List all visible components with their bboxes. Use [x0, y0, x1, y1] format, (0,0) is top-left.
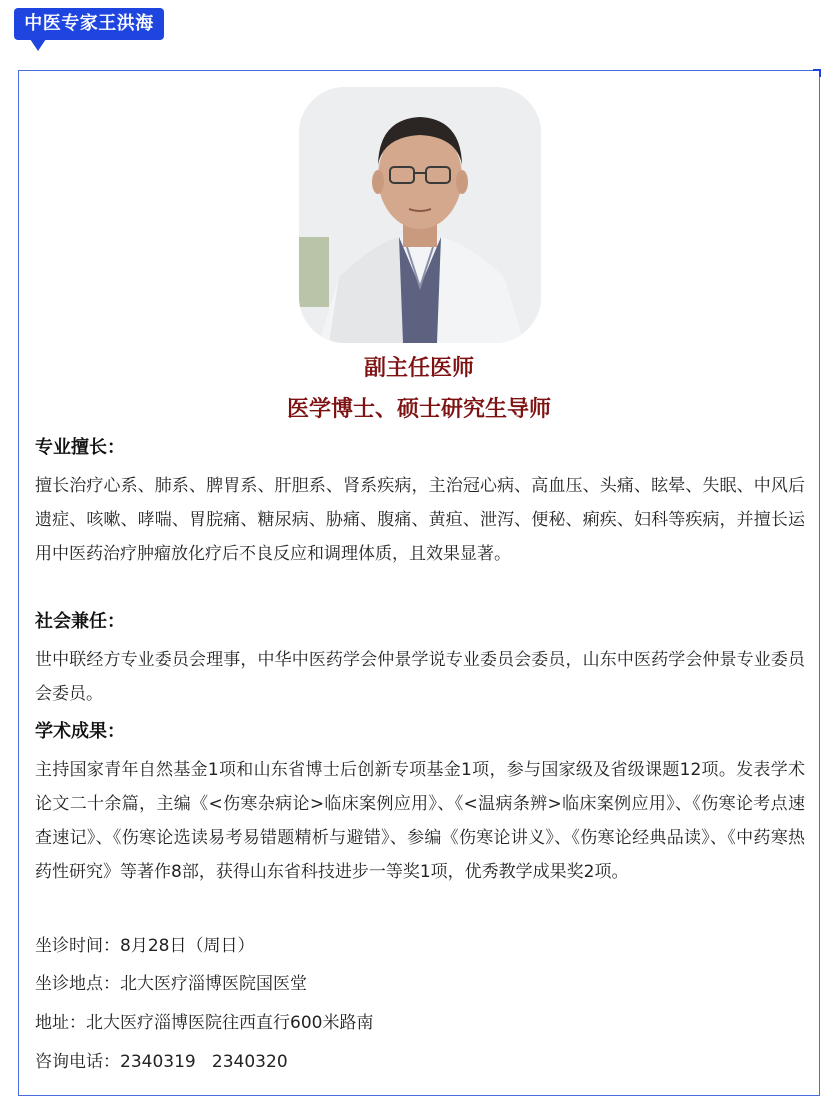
- clinic-place: 坐诊地点：北大医疗淄博医院国医堂: [35, 974, 307, 994]
- header-tag-pointer: [30, 39, 46, 51]
- social-label: 社会兼任：: [35, 611, 125, 632]
- profile-card: [18, 70, 820, 1096]
- social-section: [35, 607, 805, 711]
- specialty-label: 专业擅长：: [35, 437, 125, 458]
- doctor-title: 副主任医师: [363, 356, 474, 381]
- doctor-photo: [299, 87, 541, 343]
- contact-phone: 咨询电话：2340319 2340320: [35, 1052, 288, 1072]
- specialty-section: [35, 433, 805, 571]
- academic-text: 主持国家青年自然基金1项和山东省博士后创新专项基金1项，参与国家级及省级课题12项。发表学术论文二十余篇，主编《<伤寒杂病论>临床案例应用》、《<温病条辨>临床案例应用》、《伤寒论考点速查速记》、《伤寒论选读易考易错题精析与避错》、参编《伤寒论讲义》、《伤寒论经典品读》、《中药寒热药性研究》等著作8部，获得山东省科技进步一等奖1项，优秀教学成果奖2项。: [35, 760, 805, 882]
- specialty-text: 擅长治疗心系、肺系、脾胃系、肝胆系、肾系疾病，主治冠心病、高血压、头痛、眩晕、失眠、中风后遗症、咳嗽、哮喘、胃脘痛、糖尿病、胁痛、腹痛、黄疸、泄泻、便秘、痢疾、妇科等疾病，并擅长运用中医药治疗肿瘤放化疗后不良反应和调理体质，且效果显著。: [35, 476, 805, 564]
- header-tag-label: 中医专家王洪海: [14, 8, 164, 40]
- academic-label: 学术成果：: [35, 721, 125, 742]
- social-text: 世中联经方专业委员会理事，中华中医药学会仲景学说专业委员会委员，山东中医药学会仲景专业委员会委员。: [35, 650, 805, 704]
- academic-section: [35, 717, 805, 889]
- card-corner-mark: [813, 69, 821, 77]
- clinic-time: 坐诊时间：8月28日（周日）: [35, 936, 255, 956]
- doctor-portrait-illustration: [299, 87, 541, 343]
- clinic-address: 地址：北大医疗淄博医院往西直行600米路南: [35, 1013, 374, 1033]
- header-tag: [14, 8, 164, 42]
- doctor-credentials: 医学博士、硕士研究生导师: [286, 397, 551, 422]
